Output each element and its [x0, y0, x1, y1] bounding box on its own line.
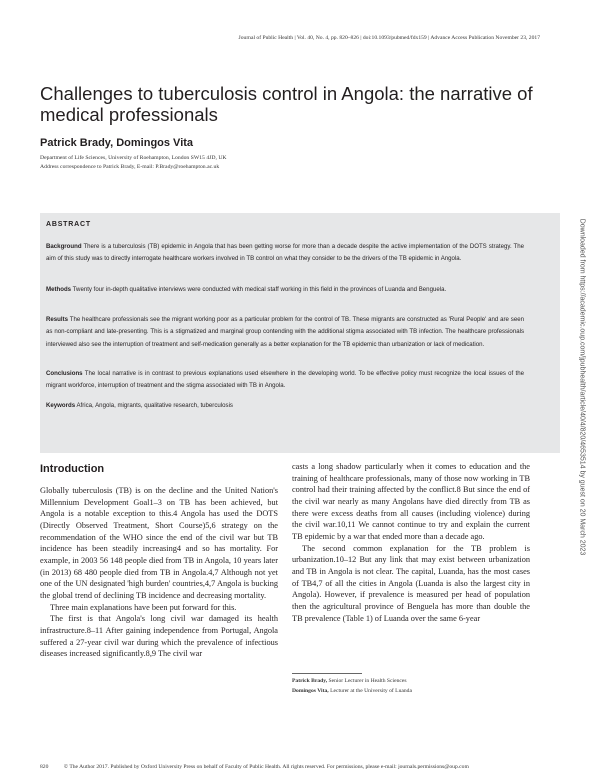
affiliation-correspondence: Address correspondence to Patrick Brady, E-mail: P.Brady@roehampton.ac.uk	[40, 164, 220, 170]
intro-paragraph-3: The first is that Angola's long civil war damaged its health infrastructure.8–11 After gaining independence from Portugal, Angola suffered a 27-year civil war during which the prevalence of infectious diseases increased significantly.8,9 The civil war	[40, 614, 278, 659]
results-label: Results	[46, 316, 69, 323]
left-column	[40, 485, 278, 660]
footnote-brady-name: Patrick Brady,	[292, 678, 328, 684]
methods-text: Twenty four in-depth qualitative interviews were conducted with medical staff working in this field in the provinces of Luanda and Benguela.	[72, 286, 447, 293]
intro-paragraph-4: casts a long shadow particularly when it comes to education and the training of healthcare professionals, many of those now working in TB control had their training affected by the conflict.8 But since the end of the civil war nearly as many Angolans have died directly from TB as there were excess deaths from all causes (including violence) during the civil war.10,11 We cannot continue to try and explain the current TB epidemic by a war that ended more than a decade ago.	[292, 462, 530, 541]
right-column	[292, 461, 530, 624]
footnote-rule	[292, 673, 362, 674]
page-number: 820	[40, 764, 49, 770]
background-label: Background	[46, 243, 82, 250]
footnote-brady-role: Senior Lecturer in Health Sciences	[328, 678, 407, 684]
abstract-results	[46, 314, 524, 351]
methods-label: Methods	[46, 286, 72, 293]
footnote-vita-name: Domingos Vita,	[292, 688, 329, 694]
keywords-label: Keywords	[46, 402, 76, 409]
intro-paragraph-5: The second common explanation for the TB problem is urbanization.10–12 But any link that may exist between urbanization and TB in Angola is not clear. The capital, Luanda, has the most cases of TB4,7 of all the cities in Angola (Luanda is also the largest city in Angola). However, if prevalence is measured per head of population then the agricultural province of Benguela has more than double the TB prevalence (Table 1) of Luanda over the same 6-year	[292, 543, 530, 623]
conclusions-label: Conclusions	[46, 370, 83, 377]
abstract-background	[46, 241, 524, 266]
keywords-text: Africa, Angola, migrants, qualitative research, tuberculosis	[76, 402, 233, 409]
article-title: Challenges to tuberculosis control in Angola: the narrative of medical professionals	[40, 83, 533, 125]
abstract-keywords	[46, 400, 524, 412]
copyright-notice: © The Author 2017. Published by Oxford University Press on behalf of Faculty of Public Health. All rights reserved. For permissions, please e-mail: journals.permissions@oup.com	[63, 764, 469, 770]
background-text: There is a tuberculosis (TB) epidemic in Angola that has been getting worse for more than a decade despite the active implementation of the DOTS strategy. The aim of this study was to directly interrogate healthcare workers involved in TB control on what they consider to be the drivers of the TB epidemic in Angola.	[46, 243, 524, 263]
abstract-methods	[46, 284, 524, 296]
affiliation-department: Department of Life Sciences, University of Roehampton, London SW15 4JD, UK	[40, 155, 227, 161]
author-list: Patrick Brady, Domingos Vita	[40, 137, 194, 149]
abstract-conclusions	[46, 368, 524, 393]
page-footer	[40, 764, 560, 770]
footnote-vita	[292, 688, 412, 694]
footnote-vita-role: Lecturer at the University of Luanda	[330, 688, 412, 694]
footnote-brady	[292, 678, 407, 684]
abstract-heading: ABSTRACT	[46, 221, 91, 228]
intro-paragraph-1: Globally tuberculosis (TB) is on the decline and the United Nation's Millennium Development Goal1–3 on TB has been achieved, but Angola is a notable exception to this.4 Angola has used the DOTS (Directly Observed Treatment, Short Course)5,6 strategy on the recommendation of the WHO since the end of the civil war but TB incidence has been steadily increasing4 and so has mortality. For example, in 2003 56 148 people died from TB in Angola, 10 years later (in 2013) 68 480 people died from TB in Angola.4,7 Although not yet one of the UN designated 'high burden' countries,4,7 Angola is bucking the global trend of declining TB incidence and decreasing mortality.	[40, 486, 278, 600]
conclusions-text: The local narrative is in contrast to previous explanations used elsewhere in the developing world. To be effective policy must recognize the local issues of the migrant workforce, interruption of treatment and the stigma associated with TB in Angola.	[46, 370, 524, 390]
results-text: The healthcare professionals see the migrant working poor as a particular problem for the control of TB. These migrants are constructed as 'Rural People' and are seen as non-compliant and late-presenting. This is a stigmatized and marginal group contending with the additional stigma associated with TB infection. The healthcare professionals interviewed also see the interruption of treatment and self-medication generally as a better explanation for the TB epidemic than urbanization or lack of medication.	[46, 316, 524, 348]
intro-paragraph-2: Three main explanations have been put forward for this.	[50, 602, 237, 612]
download-watermark: Downloaded from https://academic.oup.com/jpubhealth/article/40/4/820/4653514 by guest on 20 March 2023	[578, 218, 586, 556]
introduction-heading: Introduction	[40, 463, 105, 475]
running-head: Journal of Public Health | Vol. 40, No. 4, pp. 820–826 | doi:10.1093/pubmed/fdx159 | Advance Access Publication November 23, 2017	[238, 35, 540, 41]
